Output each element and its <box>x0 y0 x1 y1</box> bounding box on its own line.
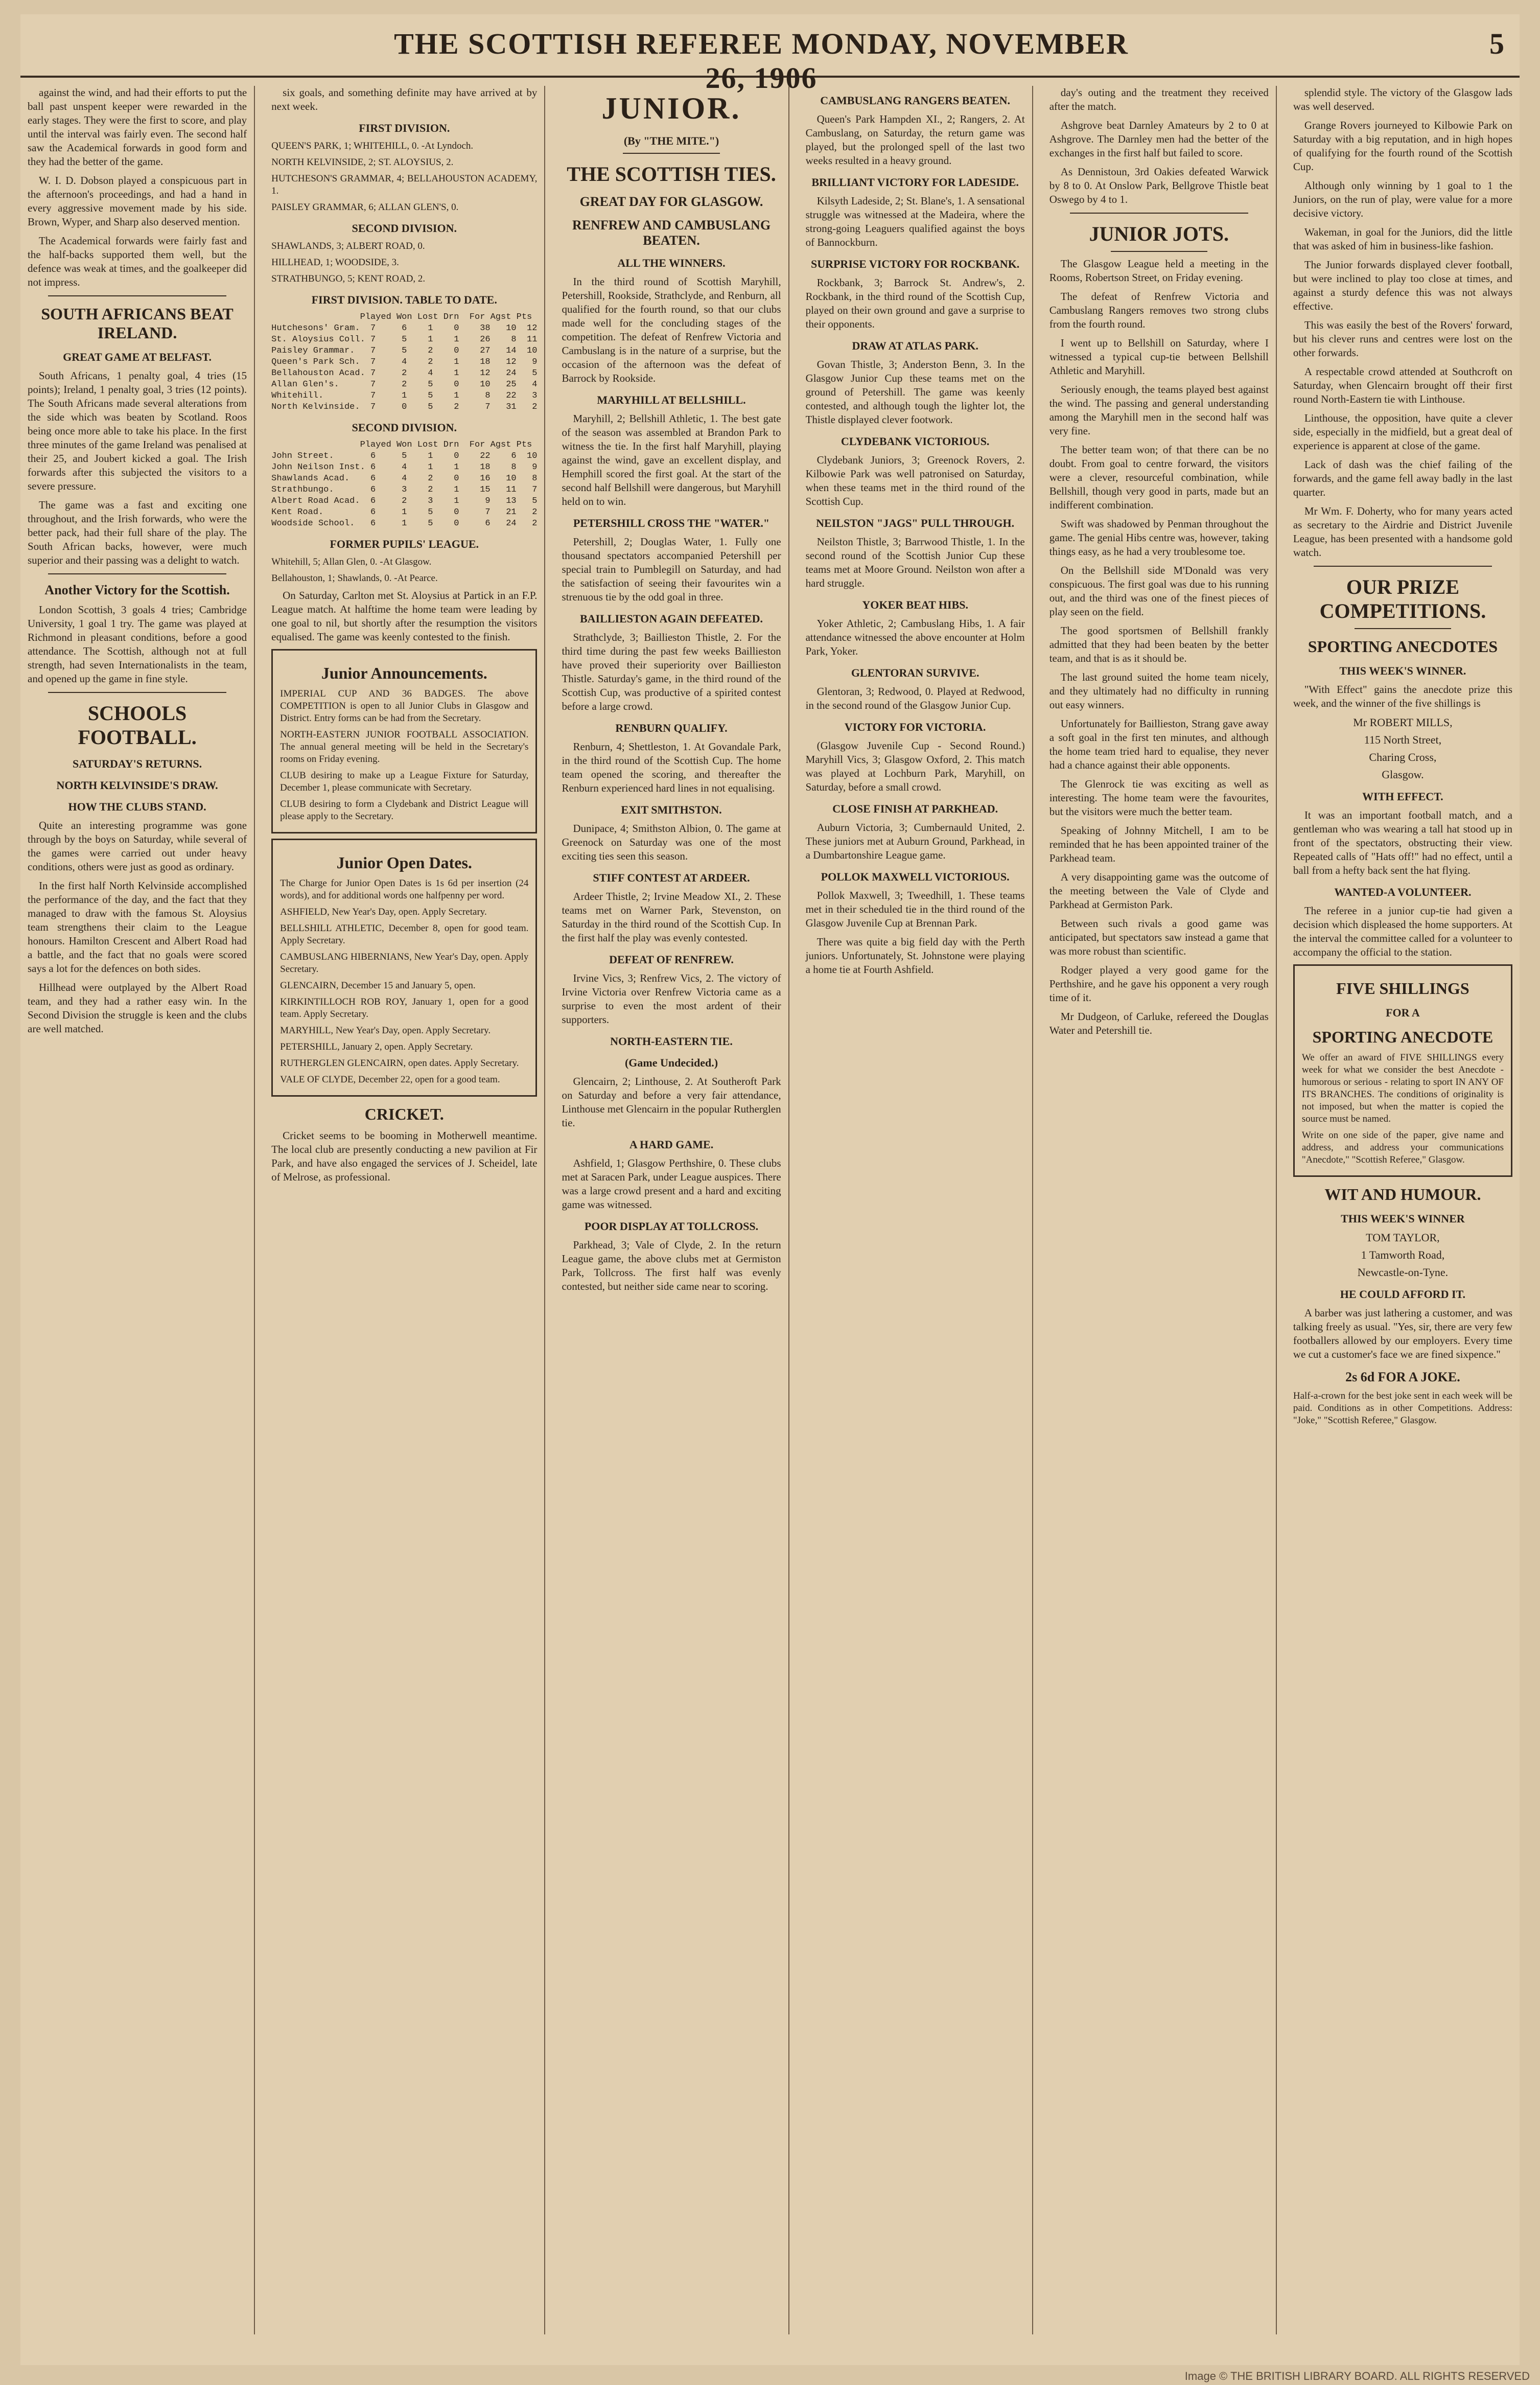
article-text: splendid style. The victory of the Glasgow lads was well deserved. <box>1293 86 1512 112</box>
article-text: Kilsyth Ladeside, 2; St. Blane's, 1. A sensational struggle was witnessed at the Madeira, where the strong-going Leaguers qualified against the boys of Bannockburn. <box>805 195 1025 248</box>
article-text: Clydebank Juniors, 3; Greenock Rovers, 2. Kilbowie Park was well patronised on Saturday, when these teams met in the third round of the Scottish Cup. <box>805 454 1025 507</box>
subheadline: CLYDEBANK VICTORIOUS. <box>841 435 990 448</box>
article-text: day's outing and the treatment they received after the match. <box>1049 86 1269 112</box>
open-date: PETERSHILL, January 2, open. Apply Secretary. <box>280 1041 473 1052</box>
open-date: BELLSHILL ATHLETIC, December 8, open for good team. Apply Secretary. <box>280 923 529 946</box>
article-text: The better team won; of that there can be no doubt. From goal to centre forward, the visitors were a clever, resourceful combination, while Bellshill, though very good in parts, made but an indifferent combination. <box>1049 444 1269 511</box>
article-text: Mr Dudgeon, of Carluke, refereed the Douglas Water and Petershill tie. <box>1049 1010 1269 1036</box>
subheadline: CAMBUSLANG RANGERS BEATEN. <box>820 94 1011 107</box>
subheadline: EXIT SMITHSTON. <box>621 803 722 816</box>
headline: SPORTING ANECDOTE <box>1312 1028 1494 1046</box>
result-line: PAISLEY GRAMMAR, 6; ALLAN GLEN'S, 0. <box>271 202 459 213</box>
result-line: NORTH KELVINSIDE, 2; ST. ALOYSIUS, 2. <box>271 157 454 168</box>
subheadline: RENFREW AND CAMBUSLANG BEATEN. <box>572 218 771 248</box>
page-number: 5 <box>1489 27 1504 60</box>
subheadline: NEILSTON "JAGS" PULL THROUGH. <box>816 517 1015 529</box>
league-table: Played Won Lost Drn For Agst Pts John Street. 6 5 1 0 22 6 10 John Neilson Inst. 6 4 1 1 18 8 9 Shawlands Acad. 6 4 2 0 16 10 8 Strathbungo. 6 3 2 1 15 11 7 Albert Road Acad. 6 2 3 1 9 13 5 Kent Road. 6 1 5 0 7 21 2 Woodside School. 6 1 5 0 6 24 2 <box>271 440 538 528</box>
article-text: There was quite a big field day with the Perth juniors. Unfortunately, St. Johnstone were playing a home tie at Fourth Ashfield. <box>805 936 1025 976</box>
article-text: Ardeer Thistle, 2; Irvine Meadow XI., 2. These teams met on Warner Park, Stevenston, on Saturday in the third round of the Scottish Cup. In the first half the play was evenly contested. <box>562 890 781 944</box>
subheadline: SURPRISE VICTORY FOR ROCKBANK. <box>810 258 1020 270</box>
columns <box>20 86 1520 2334</box>
article-text: Ashgrove beat Darnley Amateurs by 2 to 0 at Ashgrove. The Darnley men had the better of the exchanges in the first half but failed to score. <box>1049 119 1269 159</box>
divider <box>48 692 226 693</box>
result-line: HILLHEAD, 1; WOODSIDE, 3. <box>271 257 399 268</box>
winner-address: 115 North Street, <box>1364 733 1442 746</box>
headline: SPORTING ANECDOTES <box>1308 637 1498 656</box>
masthead-title: THE SCOTTISH REFEREE MONDAY, NOVEMBER 26, 1906 <box>394 27 1129 95</box>
divider <box>1070 213 1248 214</box>
article-text: Although only winning by 1 goal to 1 the Juniors, on the run of play, were value for a more decisive victory. <box>1293 179 1512 219</box>
subheadline: SATURDAY'S RETURNS. <box>73 757 202 770</box>
article-text: Ashfield, 1; Glasgow Perthshire, 0. These clubs met at Saracen Park, under League auspices. There was a large crowd present and a hard and exciting game was witnessed. <box>562 1157 781 1211</box>
subheadline: SECOND DIVISION. <box>352 222 457 235</box>
subheadline: NORTH KELVINSIDE'S DRAW. <box>56 779 218 792</box>
headline: OUR PRIZE COMPETITIONS. <box>1319 575 1486 622</box>
winner-address: 1 Tamworth Road, <box>1361 1248 1445 1261</box>
subheadline: POLLOK MAXWELL VICTORIOUS. <box>821 870 1010 883</box>
headline: Junior Announcements. <box>321 664 487 682</box>
divider <box>1111 251 1207 252</box>
subheadline: A HARD GAME. <box>629 1138 714 1151</box>
announcement: NORTH-EASTERN JUNIOR FOOTBALL ASSOCIATION. The annual general meeting will be held in the Secretary's rooms on Friday evening. <box>280 729 529 765</box>
article-text: Maryhill, 2; Bellshill Athletic, 1. The best gate of the season was assembled at Brandon Park to witness the tie. In the first half Maryhill, playing against the wind, gave an excellent display, and Hemphill scored the first goal. At the start of the second half Bellshill were dangerous, but Maryhill held on to win. <box>562 412 781 507</box>
article-text: On Saturday, Carlton met St. Aloysius at Partick in an F.P. League match. At halftime the home team were leading by one goal to nil, but shortly after the resumption the visitors equalised. The game was keenly contested to the finish. <box>271 589 538 643</box>
divider <box>623 153 719 154</box>
announcement: Write on one side of the paper, give name and address, and address your communications "Anecdote," "Scottish Referee," Glasgow. <box>1301 1130 1504 1165</box>
column-3 <box>554 86 789 2334</box>
article-text: six goals, and something definite may have arrived at by next week. <box>271 86 538 112</box>
article-text: Parkhead, 3; Vale of Clyde, 2. In the return League game, the above clubs met at Germiston Park, Tollcross. The first half was evenly contested, but neither side came near to scoring. <box>562 1239 781 1292</box>
article-text: South Africans, 1 penalty goal, 4 tries (15 points); Ireland, 1 penalty goal, 3 tries (12 points). The South Africans made several alterations from the side which was beaten by Scotland. Roos being once more able to take his place. In the first three minutes of the game Ireland was penalised at their 25, and Joubert kicked a goal. The Irish forwards after this subjected the visitors to a severe pressure. <box>28 369 247 492</box>
winner-address: Charing Cross, <box>1369 751 1437 763</box>
article-text: Rockbank, 3; Barrock St. Andrew's, 2. Rockbank, in the third round of the Scottish Cup, played on their own ground and gave a surprise to their opponents. <box>805 276 1025 330</box>
section-title: JUNIOR. <box>601 91 741 125</box>
article-text: Neilston Thistle, 3; Barrwood Thistle, 1. In the second round of the Scottish Junior Cup these teams met at Moore Ground. Neilston won after a hard struggle. <box>805 536 1025 589</box>
article-text: In the first half North Kelvinside accomplished the performance of the day, and the fact that they managed to draw with the famous St. Aloysius team strengthens their claim to the League honours. Hamilton Crescent and Albert Road had a battle, and the fact that no goals were scored says a lot for the defences on both sides. <box>28 879 247 975</box>
headline: SOUTH AFRICANS BEAT IRELAND. <box>41 305 234 342</box>
result-line: STRATHBUNGO, 5; KENT ROAD, 2. <box>271 273 426 284</box>
article-text: W. I. D. Dobson played a conspicuous part in the afternoon's proceedings, and had a hand in every aggressive movement made by his side. Brown, Wyper, and Sharp also deserved mention. <box>28 174 247 228</box>
subheadline: SECOND DIVISION. <box>352 421 457 434</box>
article-text: Auburn Victoria, 3; Cumbernauld United, 2. These juniors met at Auburn Ground, Parkhead, in a Dumbartonshire League game. <box>805 821 1025 861</box>
article-text: I went up to Bellshill on Saturday, where I witnessed a typical cup-tie between Bellshill Athletic and Maryhill. <box>1049 337 1269 377</box>
masthead <box>20 14 1520 95</box>
article-text: Cricket seems to be booming in Motherwell meantime. The local club are presently conducting a new pavilion at Fir Park, and have also engaged the services of J. Scheidel, late of Melrose, as professional. <box>271 1129 538 1183</box>
article-text: The last ground suited the home team nicely, and they ultimately had no difficulty in running out easy winners. <box>1049 671 1269 711</box>
subheadline: VICTORY FOR VICTORIA. <box>844 721 986 733</box>
byline: (By "THE MITE.") <box>623 134 719 147</box>
column-1 <box>20 86 255 2334</box>
article-text: Mr Wm. F. Doherty, who for many years acted as secretary to the Airdrie and District Juvenile League, has been presented with a handsome gold watch. <box>1293 505 1512 559</box>
article-text: Seriously enough, the teams played best against the wind. The passing and general understanding among the Maryhill men in the second half was very fine. <box>1049 383 1269 437</box>
article-text: Hillhead were outplayed by the Albert Road team, and they had a rather easy win. In the Second Division the struggle is keen and the clubs are well matched. <box>28 981 247 1035</box>
subheadline: GLENTORAN SURVIVE. <box>851 666 979 679</box>
article-text: It was an important football match, and a gentleman who was wearing a tall hat stood up in front of the spectators, obstructing their view. Repeated calls of "Hats off!" had no effect, until a ball from a hefty back sent the hat flying. <box>1293 809 1512 876</box>
divider <box>48 295 226 296</box>
column-2 <box>264 86 545 2334</box>
open-date: KIRKINTILLOCH ROB ROY, January 1, open for a good team. Apply Secretary. <box>280 997 529 1020</box>
article-text: Grange Rovers journeyed to Kilbowie Park on Saturday with a big reputation, and in high hopes of qualifying for the fourth round of the Scottish Cup. <box>1293 119 1512 173</box>
subheadline: DRAW AT ATLAS PARK. <box>852 339 978 352</box>
article-text: Lack of dash was the chief failing of the forwards, and the game fell away badly in the last quarter. <box>1293 458 1512 498</box>
article-text: Glencairn, 2; Linthouse, 2. At Southeroft Park on Saturday and before a very fair attendance, Linthouse met Glencairn in the popular Rutherglen tie. <box>562 1075 781 1129</box>
article-text: The Glenrock tie was exciting as well as interesting. The home team were the favourites, but the visitors were much the better team. <box>1049 778 1269 818</box>
article-text: (Glasgow Juvenile Cup - Second Round.) Maryhill Vics, 3; Glasgow Oxford, 2. This match was played at Lochburn Park, Maryhill, on Saturday, before a small crowd. <box>805 739 1025 793</box>
article-text: Yoker Athletic, 2; Cambuslang Hibs, 1. A fair attendance witnessed the above encounter at Holm Park, Yoker. <box>805 617 1025 657</box>
article-text: A respectable crowd attended at Southcroft on Saturday, when Glencairn brought off their first round North-Eastern tie with Linthouse. <box>1293 365 1512 405</box>
article-text: Swift was shadowed by Penman throughout the game. The genial Hibs centre was, however, taking things easy, as he had a very troublesome toe. <box>1049 518 1269 558</box>
headline: 2s 6d FOR A JOKE. <box>1345 1370 1460 1384</box>
subheadline: RENBURN QUALIFY. <box>615 722 728 734</box>
divider <box>48 573 226 574</box>
subheadline: STIFF CONTEST AT ARDEER. <box>593 871 750 884</box>
league-table: Played Won Lost Drn For Agst Pts Hutchesons' Gram. 7 6 1 0 38 10 12 St. Aloysius Coll. 7 5 1 1 26 8 11 Paisley Grammar. 7 5 2 0 27 14 10 Queen's Park Sch. 7 4 2 1 18 12 9 Bellahouston Acad. 7 2 4 1 12 24 5 Allan Glen's. 7 2 5 0 10 25 4 Whitehill. 7 1 5 1 8 22 3 North Kelvinside. 7 0 5 2 7 31 2 <box>271 312 538 412</box>
subheadline: GREAT GAME AT BELFAST. <box>63 351 212 363</box>
headline: THE SCOTTISH TIES. <box>567 163 776 186</box>
winner-address: Newcastle-on-Tyne. <box>1357 1266 1449 1279</box>
open-date: GLENCAIRN, December 15 and January 5, open. <box>280 980 476 991</box>
headline: Junior Open Dates. <box>336 853 472 872</box>
subheadline: WANTED-A VOLUNTEER. <box>1334 886 1472 898</box>
open-date: CAMBUSLANG HIBERNIANS, New Year's Day, open. Apply Secretary. <box>280 952 529 975</box>
article-text: Between such rivals a good game was anticipated, but spectators saw instead a game that was more robust than scientific. <box>1049 917 1269 957</box>
article-text: Linthouse, the opposition, have quite a clever side, especially in the midfield, but a great deal of experience is apparent at close of the game. <box>1293 412 1512 452</box>
article-text: In the third round of Scottish Maryhill, Petershill, Rookside, Strathclyde, and Renburn, all qualified for the fourth round, so that our clubs made well for the concluding stages of the competition. The defeat of Renfrew Victoria and Cambuslang is in the nature of a surprise, but the occasion of the afternoon was the defeat of Barrock by Rookside. <box>562 275 781 384</box>
subheadline: ALL THE WINNERS. <box>617 257 726 269</box>
article-text: This was easily the best of the Rovers' forward, but his clever runs and centres were lost on the other forwards. <box>1293 319 1512 359</box>
article-text: "With Effect" gains the anecdote prize this week, and the winner of the five shillings is <box>1293 683 1512 709</box>
subheadline: HE COULD AFFORD IT. <box>1340 1288 1466 1301</box>
subheadline: FORMER PUPILS' LEAGUE. <box>330 538 479 550</box>
article-text: On the Bellshill side M'Donald was very conspicuous. The first goal was due to his running out, and the third was one of the finest pieces of play seen on the field. <box>1049 564 1269 618</box>
subheadline: DEFEAT OF RENFREW. <box>609 953 734 966</box>
open-date: RUTHERGLEN GLENCAIRN, open dates. Apply Secretary. <box>280 1058 519 1069</box>
article-text: The good sportsmen of Bellshill frankly admitted that they had been beaten by the better team, and that is as it should be. <box>1049 624 1269 664</box>
headline: WIT AND HUMOUR. <box>1324 1185 1481 1203</box>
headline: Another Victory for the Scottish. <box>44 583 230 597</box>
copyright-notice: Image © THE BRITISH LIBRARY BOARD. ALL RIGHTS RESERVED <box>1184 2370 1530 2382</box>
article-text: A very disappointing game was the outcome of the meeting between the Vale of Clyde and Parkhead at Germiston Park. <box>1049 871 1269 911</box>
headline: CRICKET. <box>364 1105 444 1123</box>
result-line: QUEEN'S PARK, 1; WHITEHILL, 0. -At Lyndoch. <box>271 141 474 151</box>
announcement: CLUB desiring to make up a League Fixture for Saturday, December 1, please communicate with Secretary. <box>280 770 529 793</box>
headline: SCHOOLS FOOTBALL. <box>78 702 197 749</box>
result-line: Whitehill, 5; Allan Glen, 0. -At Glasgow. <box>271 557 432 567</box>
article-text: Unfortunately for Baillieston, Strang gave away a soft goal in the first ten minutes, and although the home team tried hard to equalise, they never had a chance against their able opponents. <box>1049 717 1269 771</box>
subheadline: BRILLIANT VICTORY FOR LADESIDE. <box>811 176 1019 189</box>
article-text: Govan Thistle, 3; Anderston Benn, 3. In the Glasgow Junior Cup these teams met on the ground of Petershill. The game was keenly contested, and although tough the lighter lot, the Thistle displayed clever footwork. <box>805 358 1025 426</box>
subheadline: HOW THE CLUBS STAND. <box>68 800 206 813</box>
five-shillings-box <box>1293 964 1512 1177</box>
article-text: Strathclyde, 3; Baillieston Thistle, 2. For the third time during the past few weeks Baillieston have proved their superiority over Baillieston Thistle. Saturday's game, in the third round of the Scottish Cup, was productive of a spirited contest before a large crowd. <box>562 631 781 712</box>
article-text: A barber was just lathering a customer, and was talking freely as usual. "Yes, sir, there are very few footballers allowed by our employers. Every time we cut a customer's face we are fined sixpence." <box>1293 1307 1512 1360</box>
article-text: Pollok Maxwell, 3; Tweedhill, 1. These teams met in their scheduled tie in the third round of the Glasgow Juvenile Cup at Brennan Park. <box>805 889 1025 929</box>
article-text: against the wind, and had their efforts to put the ball past unspent keeper were rewarded in the early stages. They were the first to score, and play until the interval was fairly even. The second half saw the Academical forwards in good form and they had the better of the game. <box>28 86 247 168</box>
subheadline: GREAT DAY FOR GLASGOW. <box>579 194 763 209</box>
article-text: The Glasgow League held a meeting in the Rooms, Robertson Street, on Friday evening. <box>1049 258 1269 284</box>
article-text: The game was a fast and exciting one throughout, and the Irish forwards, who were the better pack, had their full share of the play. The South African backs, however, were much superior and their passing was a delight to watch. <box>28 499 247 566</box>
article-text: Wakeman, in goal for the Juniors, did the little that was asked of him in business-like fashion. <box>1293 226 1512 252</box>
subheadline: (Game Undecided.) <box>624 1056 718 1069</box>
result-line: SHAWLANDS, 3; ALBERT ROAD, 0. <box>271 241 425 251</box>
column-5 <box>1042 86 1277 2334</box>
announcement: The Charge for Junior Open Dates is 1s 6d per insertion (24 words), and for additional words one halfpenny per word. <box>280 878 529 901</box>
article-text: The Junior forwards displayed clever football, but were inclined to play too close at times, and against a sturdy defence this was not always effective. <box>1293 259 1512 312</box>
winner-name: TOM TAYLOR, <box>1366 1231 1440 1244</box>
article-text: Dunipace, 4; Smithston Albion, 0. The game at Greenock on Saturday was one of the most exciting ties seen this season. <box>562 822 781 862</box>
headline: FIVE SHILLINGS <box>1336 979 1469 998</box>
announcement: We offer an award of FIVE SHILLINGS every week for what we consider the best Anecdote - humorous or serious - relating to sport IN ANY OF ITS BRANCHES. The conditions of originality is not imposed, but when the matter is copied the source must be named. <box>1301 1052 1504 1124</box>
announcements-box <box>271 649 537 833</box>
winner-address: Glasgow. <box>1382 768 1424 781</box>
subheadline: FIRST DIVISION. <box>359 122 450 134</box>
subheadline: BAILLIESTON AGAIN DEFEATED. <box>580 612 763 625</box>
article-text: The Academical forwards were fairly fast and the half-backs supported them well, but the defence was weak at times, and the goalkeeper did not impress. <box>28 235 247 288</box>
article-text: Rodger played a very good game for the Perthshire, and he gave his opponent a very rough time of it. <box>1049 964 1269 1004</box>
divider <box>1314 566 1492 567</box>
article-text: Speaking of Johnny Mitchell, I am to be reminded that he has been appointed trainer of the Parkhead team. <box>1049 824 1269 864</box>
newspaper-page <box>20 14 1520 2365</box>
subheadline: NORTH-EASTERN TIE. <box>610 1035 733 1048</box>
announcement: CLUB desiring to form a Clydebank and District League will please apply to the Secretary. <box>280 799 529 822</box>
subheadline: MARYHILL AT BELLSHILL. <box>597 393 746 406</box>
article-text: London Scottish, 3 goals 4 tries; Cambridge University, 1 goal 1 try. The game was played at Richmond in pleasant conditions, before a good attendance. The Scottish, although not at full strength, had seven Internationalists in the team, and opened up the game in fine style. <box>28 604 247 685</box>
article-text: Renburn, 4; Shettleston, 1. At Govandale Park, in the third round of the Scottish Cup. The home team opened the scoring, and thereafter the Renburn experienced hard lines in not equalising. <box>562 740 781 794</box>
article-text: The referee in a junior cup-tie had given a decision which displeased the home supporters. At the interval the committee called for a volunteer to accompany the official to the station. <box>1293 905 1512 958</box>
subheadline: FOR A <box>1386 1006 1420 1019</box>
subheadline: THIS WEEK'S WINNER <box>1341 1212 1465 1225</box>
divider <box>1355 628 1451 629</box>
column-6 <box>1286 86 1520 2334</box>
article-text: Queen's Park Hampden XI., 2; Rangers, 2. At Cambuslang, on Saturday, the return game was played, but the prolonged spell of the last two weeks resulted in a heavy ground. <box>805 113 1025 167</box>
winner-name: Mr ROBERT MILLS, <box>1353 716 1453 729</box>
open-date: MARYHILL, New Year's Day, open. Apply Secretary. <box>280 1025 491 1036</box>
article-text: Glentoran, 3; Redwood, 0. Played at Redwood, in the second round of the Glasgow Junior Cup. <box>805 685 1025 711</box>
subheadline: FIRST DIVISION. TABLE TO DATE. <box>311 293 497 306</box>
announcement: IMPERIAL CUP AND 36 BADGES. The above COMPETITION is open to all Junior Clubs in Glasgow and District. Entry forms can be had from the Secretary. <box>280 688 529 724</box>
open-dates-box <box>271 839 537 1097</box>
subheadline: WITH EFFECT. <box>1362 790 1443 803</box>
column-4 <box>799 86 1033 2334</box>
subheadline: PETERSHILL CROSS THE "WATER." <box>573 517 770 529</box>
article-text: Quite an interesting programme was gone through by the boys on Saturday, while several of the games were carried out under heavy conditions, others were just as good as ordinary. <box>28 819 247 873</box>
article-text: Irvine Vics, 3; Renfrew Vics, 2. The victory of Irvine Victoria over Renfrew Victoria came as a surprise to even the most ardent of their supporters. <box>562 972 781 1026</box>
result-line: Bellahouston, 1; Shawlands, 0. -At Pearce. <box>271 573 438 584</box>
subheadline: CLOSE FINISH AT PARKHEAD. <box>832 802 998 815</box>
result-line: HUTCHESON'S GRAMMAR, 4; BELLAHOUSTON ACADEMY, 1. <box>271 173 538 196</box>
article-text: Petershill, 2; Douglas Water, 1. Fully one thousand spectators accompanied Petershill per special train to Pumblegill on Saturday, and had the satisfaction of seeing their favourites win a strenuous tie by the odd goal in three. <box>562 536 781 603</box>
subheadline: THIS WEEK'S WINNER. <box>1339 664 1466 677</box>
open-date: ASHFIELD, New Year's Day, open. Apply Secretary. <box>280 907 487 917</box>
open-date: VALE OF CLYDE, December 22, open for a good team. <box>280 1074 500 1085</box>
headline: JUNIOR JOTS. <box>1089 222 1229 245</box>
subheadline: POOR DISPLAY AT TOLLCROSS. <box>584 1220 759 1233</box>
subheadline: YOKER BEAT HIBS. <box>862 598 968 611</box>
article-text: The defeat of Renfrew Victoria and Cambuslang Rangers removes two strong clubs from the fourth round. <box>1049 290 1269 330</box>
article-text: As Dennistoun, 3rd Oakies defeated Warwick by 8 to 0. At Onslow Park, Bellgrove Thistle beat Oswego by 4 to 1. <box>1049 166 1269 205</box>
announcement: Half-a-crown for the best joke sent in each week will be paid. Conditions as in other Competitions. Address: "Joke," "Scottish Referee," Glasgow. <box>1293 1391 1512 1426</box>
